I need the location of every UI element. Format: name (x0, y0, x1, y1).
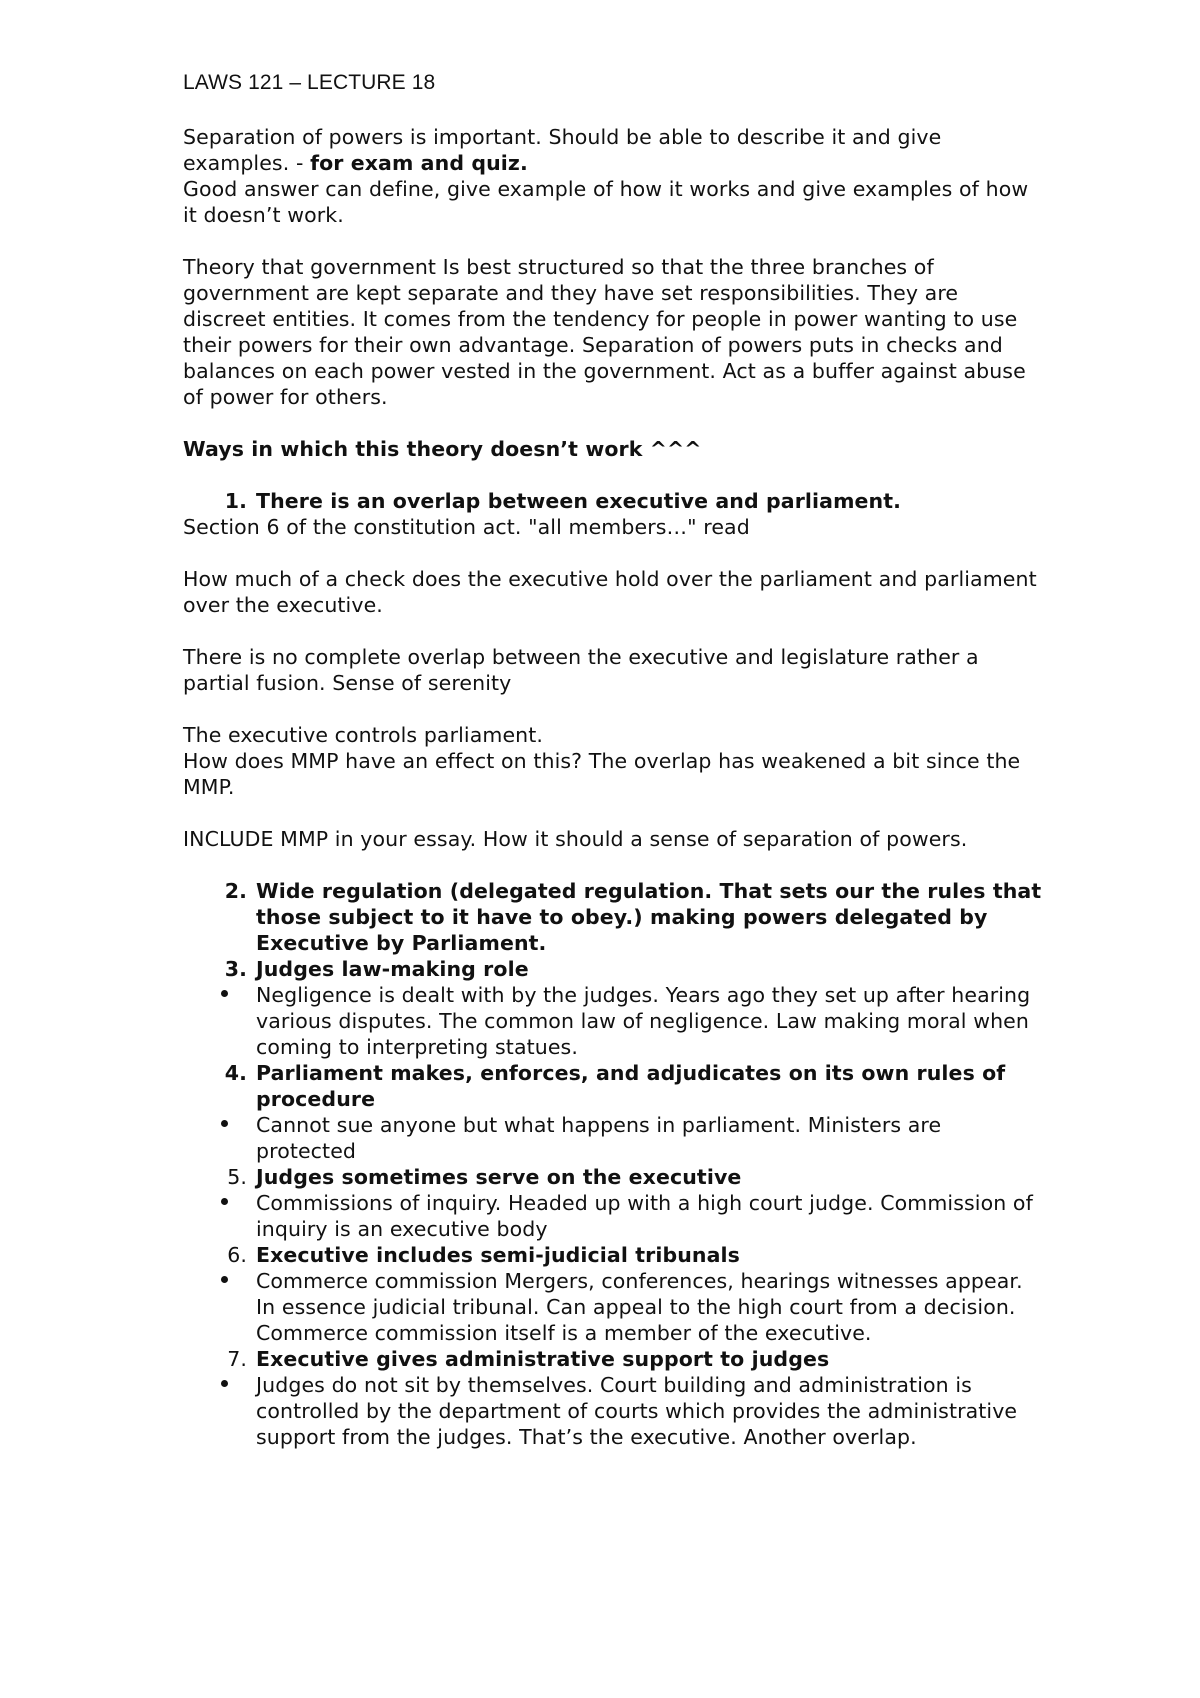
intro-text: Separation of powers is important. Should be able to describe it and give examples. - (183, 125, 942, 175)
list-number: 6. (227, 1243, 247, 1267)
bullet-item (183, 982, 1043, 1060)
spacer (183, 696, 1043, 722)
document-title: LAWS 121 – LECTURE 18 (183, 71, 436, 94)
list-number: 5. (227, 1165, 247, 1189)
list-item-1 (183, 488, 1043, 514)
bullet-item (183, 1268, 1043, 1346)
spacer (183, 852, 1043, 878)
list-heading: Parliament makes, enforces, and adjudicates on its own rules of procedure (256, 1061, 1006, 1111)
list-heading: Judges law-making role (256, 957, 529, 981)
spacer (183, 228, 1043, 254)
list-heading: There is an overlap between executive and parliament. (256, 489, 902, 513)
ways-heading (183, 436, 1043, 462)
list-number: 4. (224, 1061, 247, 1085)
mmp-line: How does MMP have an effect on this? The overlap has weakened a bit since the MMP. (183, 749, 1021, 799)
check-paragraph: How much of a check does the executive hold over the parliament and parliament over the executive. (183, 567, 1037, 617)
spacer (183, 540, 1043, 566)
list-heading: Wide regulation (delegated regulation. That sets our the rules that those subject to it have to obey.) making powers delegated by Executive by Parliament. (256, 879, 1042, 955)
spacer (183, 462, 1043, 488)
bullet-text: Commerce commission Mergers, conferences, hearings witnesses appear. In essence judicial tribunal. Can appeal to the high court from a decision. Commerce commission itself is a member of the executive. (256, 1269, 1023, 1345)
bullet-text: Negligence is dealt with by the judges. Years ago they set up after hearing various disputes. The common law of negligence. Law making moral when coming to interpreting statues. (256, 983, 1031, 1059)
section-reference: Section 6 of the constitution act. "all members…" read (183, 515, 750, 539)
intro-paragraph (183, 124, 1043, 176)
ways-heading-text: Ways in which this theory doesn’t work ^^^ (183, 437, 702, 461)
bullet-icon (183, 1372, 256, 1450)
spacer (183, 410, 1043, 436)
bullet-icon (183, 1112, 256, 1164)
bullet-text: Judges do not sit by themselves. Court building and administration is controlled by the department of courts which provides the administrative support from the judges. That’s the executive. Another overlap. (256, 1373, 1018, 1449)
intro-emphasis: for exam and quiz. (310, 151, 528, 175)
fusion-paragraph: There is no complete overlap between the executive and legislature rather a partial fusion. Sense of serenity (183, 645, 979, 695)
list-item-3 (183, 956, 1043, 982)
spacer (183, 618, 1043, 644)
list-item-4 (183, 1060, 1043, 1112)
document-body (183, 70, 1043, 1450)
list-item-5 (183, 1164, 1043, 1190)
list-heading: Executive includes semi-judicial tribunals (256, 1243, 740, 1267)
bullet-icon (183, 982, 256, 1060)
list-number: 1. (224, 489, 247, 513)
theory-paragraph: Theory that government Is best structured so that the three branches of government are kept separate and they have set responsibilities. They are discreet entities. It comes from the tendency for people in power wanting to use their powers for their own advantage. Separation of powers puts in checks and balances on each power vested in the government. Act as a buffer against abuse of power for others. (183, 255, 1026, 409)
bullet-item (183, 1112, 1043, 1164)
list-number: 7. (227, 1347, 247, 1371)
list-number: 2. (224, 879, 247, 903)
list-item-6 (183, 1242, 1043, 1268)
spacer (183, 800, 1043, 826)
bullet-item (183, 1372, 1043, 1450)
include-paragraph: INCLUDE MMP in your essay. How it should a sense of separation of powers. (183, 827, 968, 851)
list-item-2 (183, 878, 1043, 956)
list-item-7 (183, 1346, 1043, 1372)
bullet-icon (183, 1268, 256, 1346)
bullet-text: Commissions of inquiry. Headed up with a high court judge. Commission of inquiry is an executive body (256, 1191, 1033, 1241)
list-heading: Judges sometimes serve on the executive (256, 1165, 742, 1189)
list-number: 3. (224, 957, 247, 981)
bullet-text: Cannot sue anyone but what happens in parliament. Ministers are protected (256, 1113, 942, 1163)
list-heading: Executive gives administrative support to judges (256, 1347, 830, 1371)
controls-line: The executive controls parliament. (183, 723, 544, 747)
bullet-icon (183, 1190, 256, 1242)
good-answer-paragraph: Good answer can define, give example of how it works and give examples of how it doesn’t work. (183, 177, 1029, 227)
bullet-item (183, 1190, 1043, 1242)
